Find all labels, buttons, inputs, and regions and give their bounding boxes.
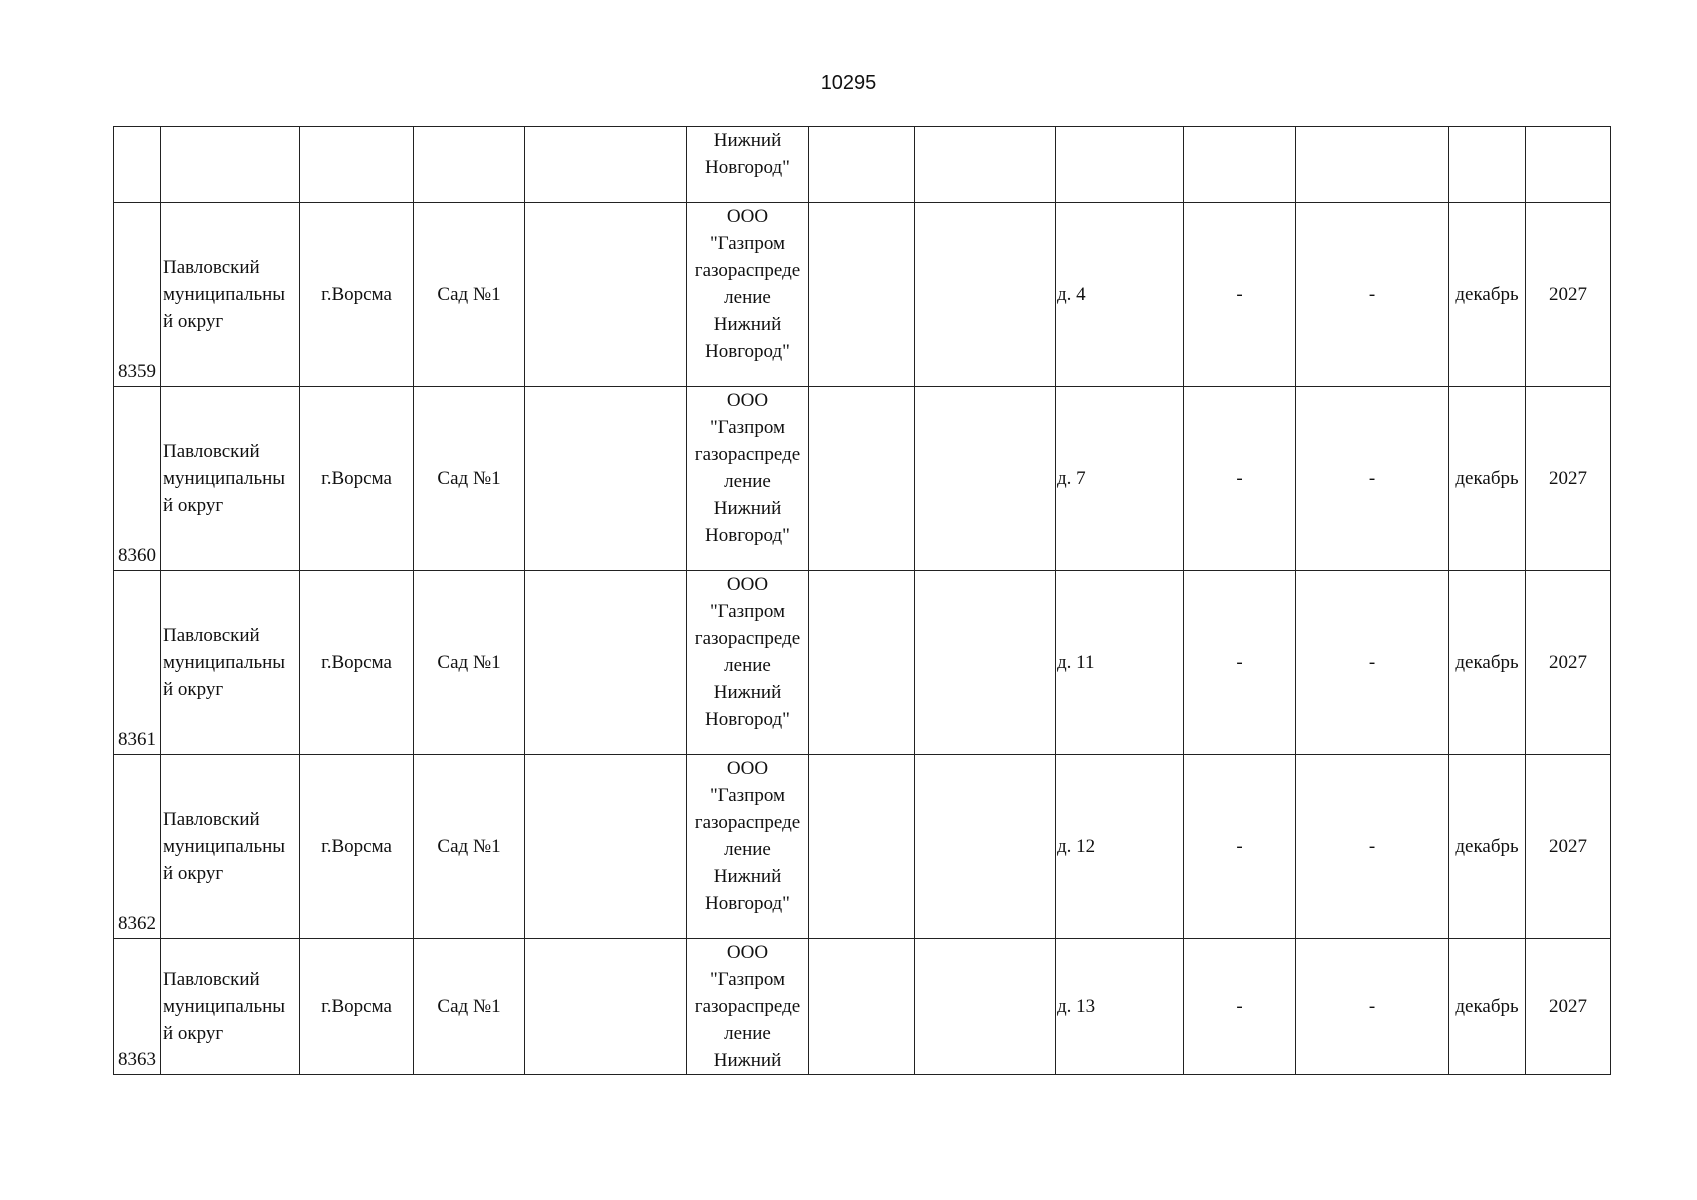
- city-cell: г.Ворсма: [300, 939, 414, 1075]
- table-row: [114, 939, 1611, 1075]
- operator-line: ление: [724, 655, 771, 676]
- operator-line: ление: [724, 1023, 771, 1044]
- table-row: [114, 127, 1611, 203]
- operator-line: газораспреде: [694, 444, 801, 465]
- operator-line: "Газпром: [709, 417, 786, 438]
- dash-cell: -: [1184, 755, 1296, 939]
- dash-cell: -: [1184, 571, 1296, 755]
- month-cell: декабрь: [1449, 571, 1526, 755]
- operator-line: Новгород": [705, 893, 790, 914]
- district-line: й округ: [163, 495, 224, 516]
- district-line: й округ: [163, 679, 224, 700]
- operator-cell: [687, 203, 809, 387]
- operator-cell: [687, 387, 809, 571]
- table-row: [114, 387, 1611, 571]
- empty-cell: [525, 203, 687, 387]
- street-cell: Сад №1: [414, 203, 525, 387]
- city-cell: г.Ворсма: [300, 755, 414, 939]
- district-line: Павловский: [163, 257, 260, 278]
- operator-line: газораспреде: [694, 628, 801, 649]
- district-line: й округ: [163, 863, 224, 884]
- street-cell: Сад №1: [414, 755, 525, 939]
- row-number-cell: 8363: [114, 939, 161, 1075]
- operator-line: Нижний: [713, 314, 782, 335]
- operator-line: Нижний: [713, 1050, 782, 1071]
- page-number: 10295: [820, 72, 877, 94]
- operator-cell: [687, 127, 809, 203]
- district-cell: [161, 571, 300, 755]
- empty-cell: [915, 203, 1056, 387]
- operator-line: "Газпром: [709, 601, 786, 622]
- district-line: муниципальны: [163, 996, 286, 1017]
- operator-line: газораспреде: [694, 812, 801, 833]
- year-cell: 2027: [1526, 755, 1611, 939]
- table-row: [114, 755, 1611, 939]
- empty-cell: [915, 755, 1056, 939]
- district-cell: [161, 939, 300, 1075]
- operator-line: ООО: [726, 206, 769, 227]
- year-cell: 2027: [1526, 571, 1611, 755]
- operator-line: ООО: [726, 758, 769, 779]
- street-cell: Сад №1: [414, 939, 525, 1075]
- empty-cell: [809, 755, 915, 939]
- table-row: [114, 203, 1611, 387]
- empty-cell: [809, 387, 915, 571]
- operator-cell: [687, 571, 809, 755]
- operator-line: Нижний: [713, 866, 782, 887]
- operator-line: "Газпром: [709, 969, 786, 990]
- year-cell: 2027: [1526, 387, 1611, 571]
- district-line: Павловский: [163, 441, 260, 462]
- row-number-cell: 8360: [114, 387, 161, 571]
- operator-line: ление: [724, 287, 771, 308]
- operator-line: Нижний: [713, 130, 782, 151]
- operator-cell: [687, 939, 809, 1075]
- month-cell: декабрь: [1449, 939, 1526, 1075]
- district-line: й округ: [163, 311, 224, 332]
- house-cell: д. 13: [1056, 939, 1184, 1075]
- table-row: [114, 571, 1611, 755]
- house-cell: д. 7: [1056, 387, 1184, 571]
- district-line: Павловский: [163, 809, 260, 830]
- district-line: Павловский: [163, 625, 260, 646]
- empty-cell: [915, 939, 1056, 1075]
- empty-cell: [525, 571, 687, 755]
- operator-line: газораспреде: [694, 260, 801, 281]
- row-number-cell: 8361: [114, 571, 161, 755]
- district-line: й округ: [163, 1023, 224, 1044]
- district-line: Павловский: [163, 969, 260, 990]
- district-line: муниципальны: [163, 836, 286, 857]
- city-cell: г.Ворсма: [300, 203, 414, 387]
- empty-cell: [525, 387, 687, 571]
- operator-line: Новгород": [705, 709, 790, 730]
- operator-line: ление: [724, 839, 771, 860]
- empty-cell: [915, 387, 1056, 571]
- register-table: [113, 126, 1611, 1075]
- district-cell: [161, 755, 300, 939]
- month-cell: декабрь: [1449, 203, 1526, 387]
- row-number-cell: 8359: [114, 203, 161, 387]
- house-cell: д. 4: [1056, 203, 1184, 387]
- operator-line: Новгород": [705, 525, 790, 546]
- operator-line: ООО: [726, 390, 769, 411]
- operator-line: газораспреде: [694, 996, 801, 1017]
- house-cell: д. 12: [1056, 755, 1184, 939]
- house-cell: д. 11: [1056, 571, 1184, 755]
- empty-cell: [809, 571, 915, 755]
- city-cell: г.Ворсма: [300, 387, 414, 571]
- district-cell: [161, 387, 300, 571]
- operator-line: ление: [724, 471, 771, 492]
- operator-line: ООО: [726, 942, 769, 963]
- district-line: муниципальны: [163, 652, 286, 673]
- dash-cell: -: [1184, 203, 1296, 387]
- dash-cell: -: [1296, 939, 1449, 1075]
- operator-line: "Газпром: [709, 785, 786, 806]
- empty-cell: [915, 571, 1056, 755]
- operator-line: Нижний: [713, 682, 782, 703]
- street-cell: Сад №1: [414, 571, 525, 755]
- dash-cell: -: [1184, 939, 1296, 1075]
- empty-cell: [525, 755, 687, 939]
- empty-cell: [809, 939, 915, 1075]
- year-cell: 2027: [1526, 203, 1611, 387]
- empty-cell: [525, 939, 687, 1075]
- operator-line: Новгород": [705, 341, 790, 362]
- dash-cell: -: [1296, 203, 1449, 387]
- operator-line: "Газпром: [709, 233, 786, 254]
- district-line: муниципальны: [163, 284, 286, 305]
- operator-line: Новгород": [705, 157, 790, 178]
- street-cell: Сад №1: [414, 387, 525, 571]
- row-number-cell: 8362: [114, 755, 161, 939]
- month-cell: декабрь: [1449, 387, 1526, 571]
- empty-cell: [809, 203, 915, 387]
- operator-line: ООО: [726, 574, 769, 595]
- dash-cell: -: [1296, 571, 1449, 755]
- month-cell: декабрь: [1449, 755, 1526, 939]
- year-cell: 2027: [1526, 939, 1611, 1075]
- dash-cell: -: [1296, 755, 1449, 939]
- dash-cell: -: [1184, 387, 1296, 571]
- district-line: муниципальны: [163, 468, 286, 489]
- dash-cell: -: [1296, 387, 1449, 571]
- operator-line: Нижний: [713, 498, 782, 519]
- operator-cell: [687, 755, 809, 939]
- city-cell: г.Ворсма: [300, 571, 414, 755]
- district-cell: [161, 203, 300, 387]
